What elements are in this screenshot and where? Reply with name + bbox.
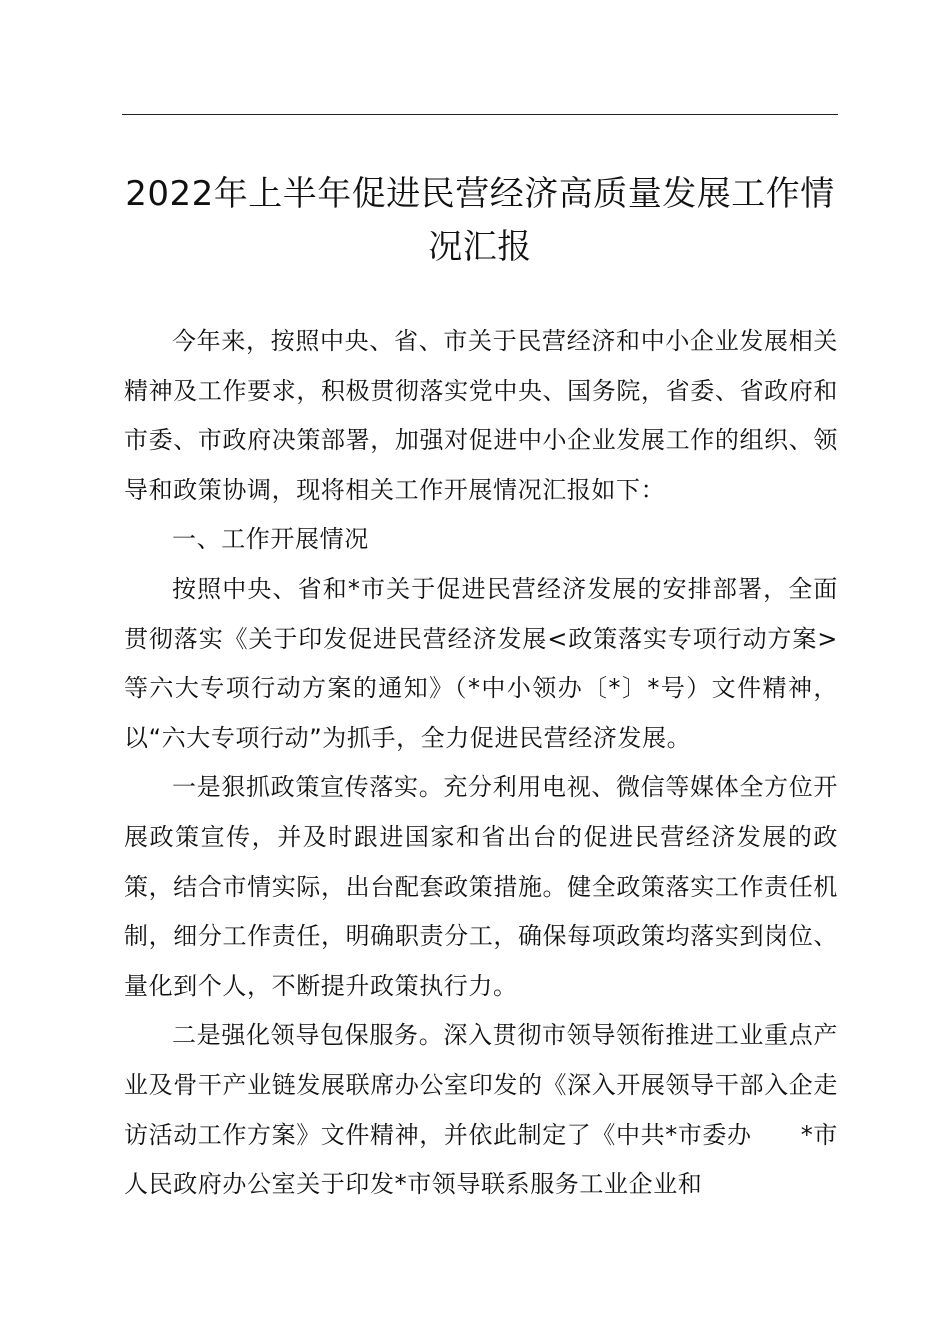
section-heading: 一、工作开展情况 [172,525,369,554]
document-body [124,317,838,1210]
leadership-paragraph: 二是强化领导包保服务。深入贯彻市领导领衔推进工业重点产业及骨干产业链发展联席办公室印发的《深入开展领导干部入企走访活动工作方案》文件精神，并依此制定了《中共*市委办 *市人民政府办公室关于印发*市领导联系服务工业企业和 [124,1021,838,1199]
header-rule [122,114,838,115]
document-title: 2022年上半年促进民营经济高质量发展工作情况汇报 [125,174,835,267]
policy-paragraph: 一是狠抓政策宣传落实。充分利用电视、微信等媒体全方位开展政策宣传，并及时跟进国家和省出台的促进民营经济发展的政策，结合市情实际，出台配套政策措施。健全政策落实工作责任机制，细分工作责任，明确职责分工，确保每项政策均落实到岗位、量化到个人，不断提升政策执行力。 [124,773,838,1000]
intro-paragraph: 今年来，按照中央、省、市关于民营经济和中小企业发展相关精神及工作要求，积极贯彻落实党中央、国务院，省委、省政府和市委、市政府决策部署，加强对促进中小企业发展工作的组织、领导和政策协调，现将相关工作开展情况汇报如下： [124,327,838,504]
overview-paragraph: 按照中央、省和*市关于促进民营经济发展的安排部署，全面贯彻落实《关于印发促进民营经济发展<政策落实专项行动方案>等六大专项行动方案的通知》（*中小领办〔*〕*号）文件精神，以“六大专项行动”为抓手，全力促进民营经济发展。 [124,574,838,752]
